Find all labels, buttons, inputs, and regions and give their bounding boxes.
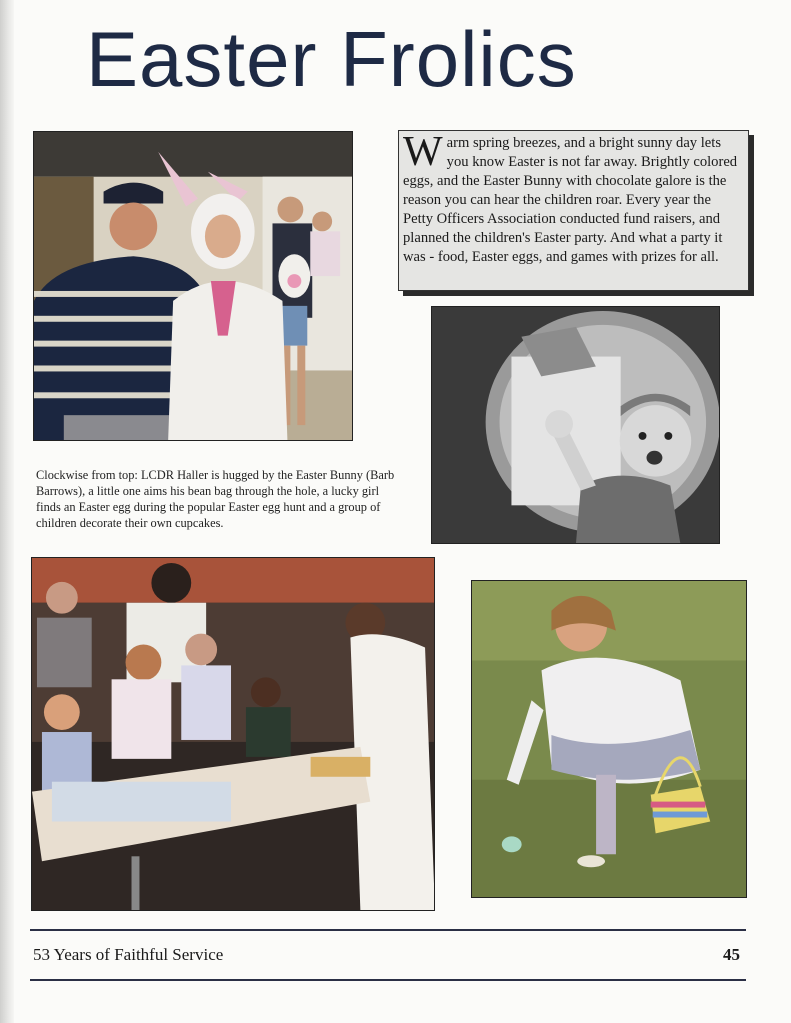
photo-egg-hunt [471, 580, 747, 898]
photo-bean-bag-hole [431, 306, 720, 544]
footer-title: 53 Years of Faithful Service [33, 945, 224, 964]
intro-paragraph: arm spring breezes, and a bright sunny day lets you know Easter is not far away. Brightly colored eggs, and the Easter Bunny with chocolate galore is the reason you can hear the children roar. Every year the Petty Officers Association conducted fund raisers, and planned the children's Easter party. And what a party it was - food, Easter eggs, and games with prizes for all. [403, 135, 738, 265]
photo-cupcake-decorating [31, 557, 435, 911]
intro-drop-cap: W [403, 129, 443, 175]
page-binding-edge [0, 0, 14, 1023]
page-title: Easter Frolics [86, 15, 577, 103]
footer-rule-top [30, 929, 746, 931]
intro-text-box [398, 130, 749, 291]
photo-easter-bunny-hug [33, 131, 353, 441]
photo-caption: Clockwise from top: LCDR Haller is hugged by the Easter Bunny (Barb Barrows), a little one aims his bean bag through the hole, a lucky girl finds an Easter egg during the popular Easter egg hunt and a group of children decorate their own cupcakes. [36, 468, 395, 530]
footer-rule-bottom [30, 979, 746, 981]
page-number: 45 [723, 945, 740, 964]
